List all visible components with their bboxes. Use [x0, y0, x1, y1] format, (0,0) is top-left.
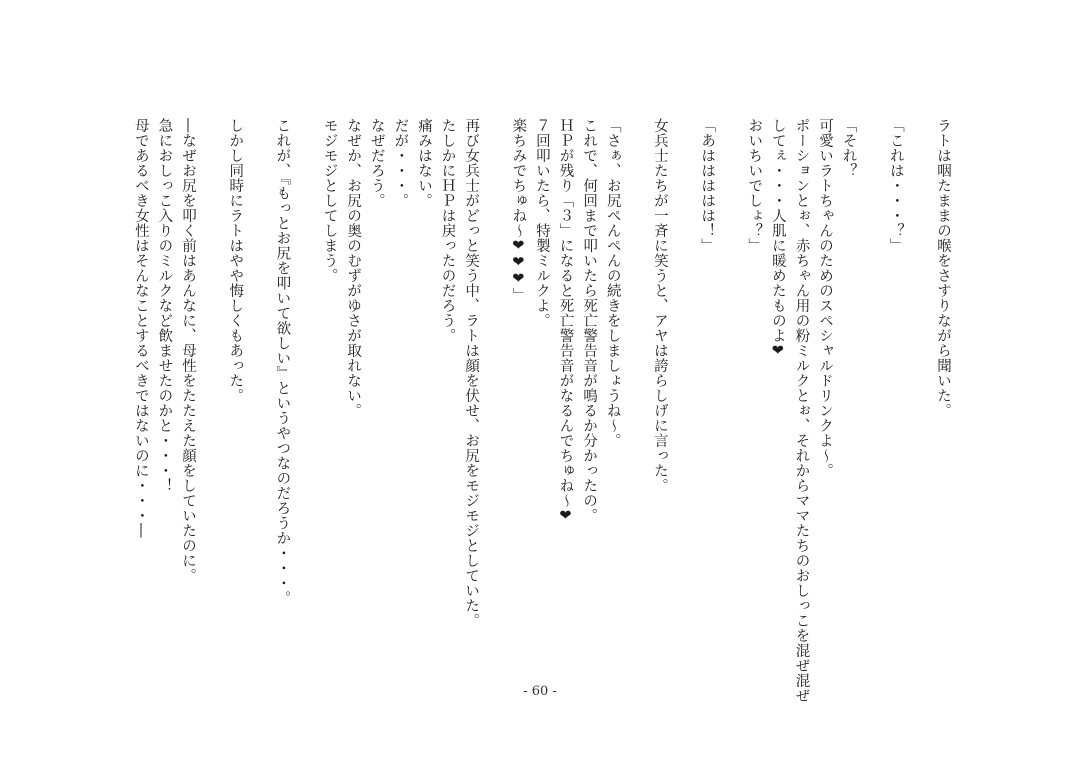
text-line: 楽ちみでちゅね～❤❤❤」	[510, 118, 527, 303]
text-line: なぜか、お尻の奥のむずがゆさが取れない。	[345, 118, 362, 418]
page-number: - 60 -	[523, 684, 557, 699]
text-line: ポーションとぉ、赤ちゃん用の粉ミルクとぉ、それからママたちのおしっこを混ぜ混ぜ	[793, 118, 810, 703]
text-line: 母であるべき女性はそんなことするべきではないのに・・・―	[132, 118, 149, 538]
blank-line	[624, 118, 648, 618]
text-line: 「これは・・・？」	[887, 118, 904, 253]
blank-line	[860, 118, 884, 618]
blank-line	[246, 118, 270, 618]
text-line: だが・・・。	[392, 118, 409, 208]
text-line: ＨＰが残り「３」になると死亡警告音がなるんでちゅね～❤	[557, 118, 574, 525]
text-line: おいちいでしょ？」	[746, 118, 763, 253]
text-line: 可愛いラトちゃんのためのスペシャルドリンクよ～。	[817, 118, 834, 478]
text-line: 「あははははは！」	[699, 118, 716, 253]
blank-line	[199, 118, 223, 618]
text-line: 急におしっこ入りのミルクなど飲ませたのかと・・・！	[156, 118, 173, 493]
text-line: 再び女兵士がどっと笑う中、ラトは顔を伏せ、お尻をモジモジとしていた。	[463, 118, 480, 628]
text-line: これが、『もっとお尻を叩いて欲しい』というやつなのだろうか・・・。	[274, 118, 291, 606]
text-line: してぇ・・・人肌に暖めたものよ❤	[769, 118, 786, 360]
text-line: 女兵士たちが一斉に笑うと、アヤは誇らしげに言った。	[651, 118, 668, 493]
blank-line	[907, 118, 931, 618]
blank-line	[718, 118, 742, 618]
text-line: ラトは咽たままの喉をさすりながら聞いた。	[935, 118, 951, 418]
blank-line	[482, 118, 506, 618]
text-line: 痛みはない。	[415, 118, 432, 208]
text-line: ―なぜお尻を叩く前はあんなに、母性をたたえた顔をしていたのに。	[180, 118, 196, 583]
text-line: 「さぁ、お尻ぺんぺんの続きをしましょうね～。	[604, 118, 621, 448]
text-line: なぜだろう。	[368, 118, 385, 208]
blank-line	[293, 118, 317, 618]
text-line: これで、何回まで叩いたら死亡警告音が鳴るか分かったの。	[581, 118, 598, 523]
blank-line	[671, 118, 695, 618]
text-line: たしかにＨＰは戻ったのだろう。	[439, 118, 456, 343]
text-line: 「それ？	[840, 118, 857, 178]
text-line: モジモジとしてしまう。	[321, 118, 338, 283]
text-line: ７回叩いたら、特製ミルクよ。	[533, 118, 550, 328]
text-line: しかし同時にラトはやや悔しくもあった。	[227, 118, 244, 403]
